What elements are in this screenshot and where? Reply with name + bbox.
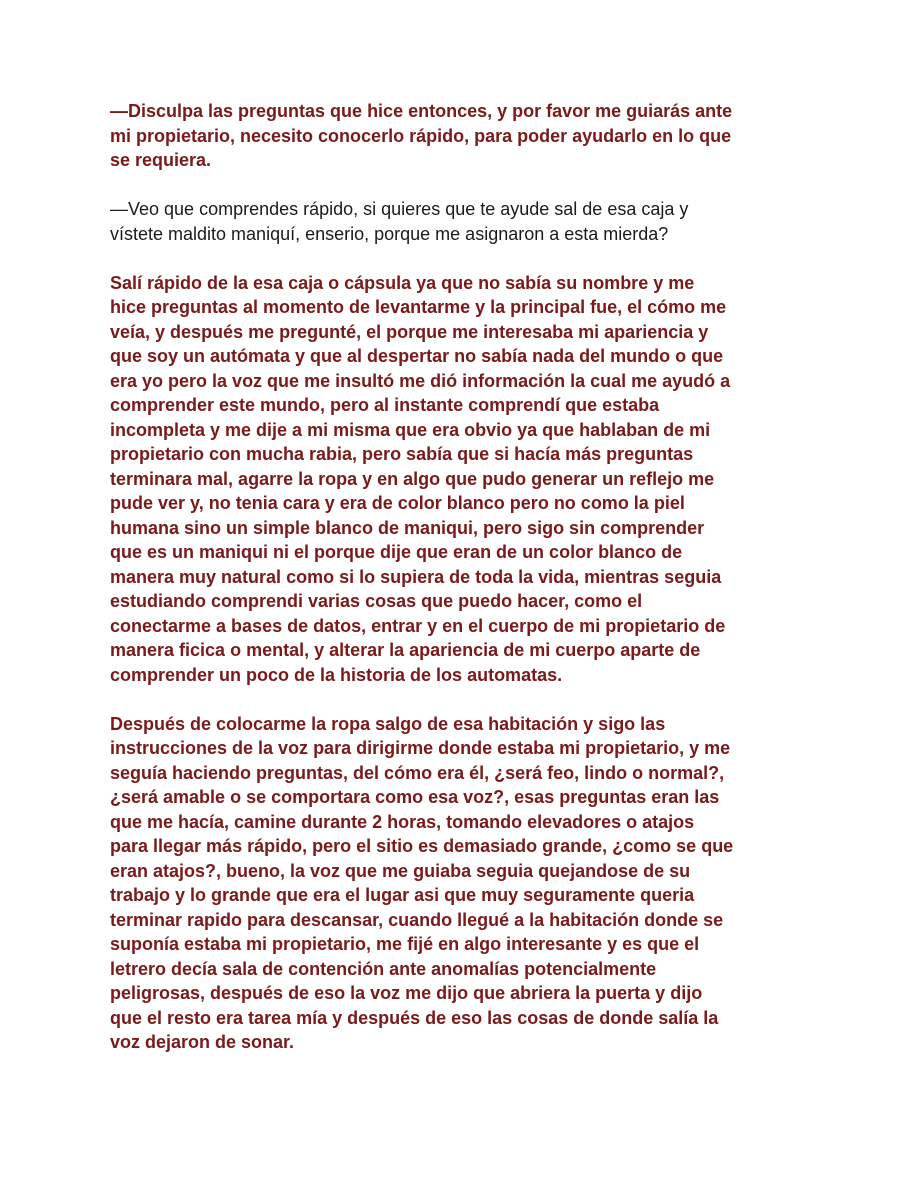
text-line: vístete maldito maniquí, enserio, porque me asignaron a esta mierda? bbox=[110, 223, 669, 244]
text-line: hice preguntas al momento de levantarme y la principal fue, el cómo me bbox=[110, 297, 727, 317]
text-line: letrero decía sala de contención ante anomalías potencialmente bbox=[110, 958, 657, 979]
text-line: mi propietario, necesito conocerlo rápido, para poder ayudarlo en lo que bbox=[110, 125, 732, 146]
paragraph-dialogue-2 bbox=[110, 197, 800, 246]
text-line: que me hacía, camine durante 2 horas, tomando elevadores o atajos bbox=[110, 811, 695, 832]
text-line: conectarme a bases de datos, entrar y en el cuerpo de mi propietario de bbox=[110, 615, 726, 636]
text-line: voz dejaron de sonar. bbox=[110, 1032, 295, 1052]
text-line: seguía haciendo preguntas, del cómo era él, ¿será feo, lindo o normal?, bbox=[110, 762, 725, 783]
document-page bbox=[110, 99, 800, 1079]
text-line: pude ver y, no tenia cara y era de color blanco pero no como la piel bbox=[110, 493, 685, 513]
text-line: —Disculpa las preguntas que hice entonces, y por favor me guiarás ante bbox=[110, 101, 733, 121]
paragraph-narration-1 bbox=[110, 271, 800, 688]
text-line: para llegar más rápido, pero el sitio es demasiado grande, ¿como se que bbox=[110, 836, 734, 856]
text-line: trabajo y lo grande que era el lugar asi que muy seguramente queria bbox=[110, 885, 695, 905]
text-line: terminara mal, agarre la ropa y en algo que pudo generar un reflejo me bbox=[110, 468, 715, 489]
paragraph-narration-2 bbox=[110, 712, 800, 1055]
text-line: propietario con mucha rabia, pero sabía que si hacía más preguntas bbox=[110, 444, 694, 464]
text-line: instrucciones de la voz para dirigirme donde estaba mi propietario, y me bbox=[110, 738, 731, 758]
text-line: se requiera. bbox=[110, 150, 212, 170]
text-line: peligrosas, después de eso la voz me dijo que abriera la puerta y dijo bbox=[110, 983, 703, 1003]
text-line: eran atajos?, bueno, la voz que me guiaba seguia quejandose de su bbox=[110, 860, 691, 881]
text-line: veía, y después me pregunté, el porque me interesaba mi apariencia y bbox=[110, 321, 709, 342]
text-line: comprender este mundo, pero al instante comprendí que estaba bbox=[110, 395, 660, 415]
text-line: incompleta y me dije a mi misma que era obvio ya que hablaban de mi bbox=[110, 419, 711, 440]
text-line: que el resto era tarea mía y después de eso las cosas de donde salía la bbox=[110, 1007, 719, 1028]
text-line: comprender un poco de la historia de los automatas. bbox=[110, 664, 563, 685]
text-line: Salí rápido de la esa caja o cápsula ya que no sabía su nombre y me bbox=[110, 272, 695, 293]
text-line: que soy un autómata y que al despertar no sabía nada del mundo o que bbox=[110, 346, 724, 366]
paragraph-dialogue-1 bbox=[110, 99, 800, 173]
text-line: era yo pero la voz que me insultó me dió información la cual me ayudó a bbox=[110, 370, 731, 391]
text-line: terminar rapido para descansar, cuando llegué a la habitación donde se bbox=[110, 909, 724, 930]
text-line: manera muy natural como si lo supiera de toda la vida, mientras seguia bbox=[110, 566, 722, 587]
text-line: humana sino un simple blanco de maniqui, pero sigo sin comprender bbox=[110, 517, 705, 538]
text-line: Después de colocarme la ropa salgo de esa habitación y sigo las bbox=[110, 713, 666, 734]
text-line: suponía estaba mi propietario, me fijé en algo interesante y es que el bbox=[110, 934, 700, 954]
text-line: que es un maniqui ni el porque dije que eran de un color blanco de bbox=[110, 542, 683, 562]
text-line: estudiando comprendi varias cosas que puedo hacer, como el bbox=[110, 591, 643, 611]
text-line: —Veo que comprendes rápido, si quieres que te ayude sal de esa caja y bbox=[110, 199, 689, 219]
text-line: manera ficica o mental, y alterar la apariencia de mi cuerpo aparte de bbox=[110, 640, 701, 660]
text-line: ¿será amable o se comportara como esa voz?, esas preguntas eran las bbox=[110, 787, 720, 807]
